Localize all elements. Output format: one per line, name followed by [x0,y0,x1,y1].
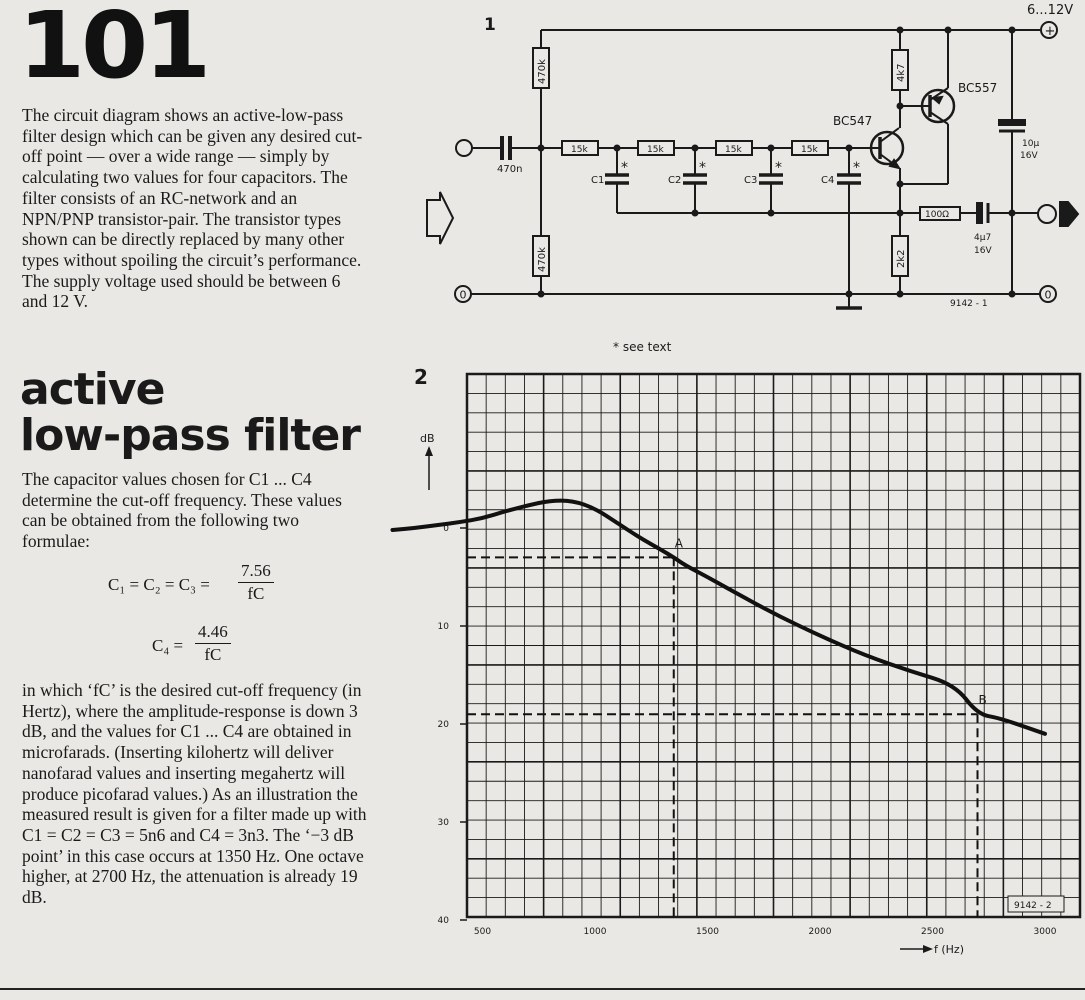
figure-1-code: 9142 - 1 [950,299,988,309]
c-10u-value: 10µ [1022,139,1040,149]
r3-label: 15k [725,145,742,155]
formula-intro-paragraph: The capacitor values chosen for C1 ... C4 determine the cut-off frequency. These values can be obtained from the following two formulae: [22,469,342,552]
x-tick-label: 1000 [583,927,607,937]
x-tick-label: 2500 [921,927,944,937]
figure-2-code: 9142 - 2 [1014,901,1052,911]
c1-star: * [621,160,628,176]
y-axis-label: dB [420,432,435,445]
y-tick-label: 10 [437,622,449,632]
x-tick-label: 1500 [696,927,719,937]
r-100-label: 100Ω [925,210,950,220]
y-tick-label: 40 [437,916,449,926]
response-line [393,501,1046,734]
y-tick-labels [438,524,467,926]
formula-2-denominator: fC [204,645,222,664]
r1-label: 15k [571,145,588,155]
figure-2-number: 2 [414,365,428,389]
title-line-2: low-pass filter [20,410,360,461]
q1-label: BC547 [833,114,873,128]
c-4u7-value: 4µ7 [974,233,992,243]
title-line-1: active [20,364,165,415]
r-2k2-label: 2k2 [896,249,907,268]
c4-star: * [853,160,860,176]
formula-1-lhs: C₁ = C₂ = C₃ = [108,575,210,594]
c1-label: C1 [591,175,605,186]
x-tick-label: 3000 [1033,927,1057,937]
r4-label: 15k [801,145,818,155]
intro-paragraph: The circuit diagram shows an active-low-pass filter design which can be given any desired cut-off point — over a wide range — simply by calculating two values for four capacitors. The filter consists of an RC-network and an NPN/PNP transistor-pair. The transistor types shown can be directly replaced by many other types without spoiling the circuit’s performance. The supply voltage used should be between 6 and 12 V. [22,105,363,312]
response-curve [393,501,1046,734]
formula-2-numerator: 4.46 [195,622,231,644]
article-number: 101 [18,0,208,99]
c3-star: * [775,160,782,176]
formula-2-lhs: C₄ = [152,636,184,655]
c2-star: * [699,160,706,176]
see-text-note: * see text [613,340,672,354]
x-tick-label: 2000 [808,927,832,937]
annotations [467,536,987,917]
r2-label: 15k [647,145,664,155]
x-axis-label: f (Hz) [934,943,964,956]
explanation-paragraph: in which ‘fC’ is the desired cut-off frequency (in Hertz), where the amplitude-response is down 3 dB, and the values for C1 ... C4 are obtained in microfarads. (Inserting kilohertz will deliver nanofarad values and inserting megahertz will produce picofarad values.) As an illustration the measured result is given for a filter made up with C1 = C2 = C3 = 5n6 and C4 = 3n3. The ‘−3 dB point’ in this case occurs at 1350 Hz. One octave higher, at 2700 Hz, the attenuation is already 19 dB. [22,680,367,908]
r-470k-top-label: 470k [537,59,548,84]
plus-sign: + [1044,24,1056,39]
c2-label: C2 [668,175,682,186]
c3-label: C3 [744,175,758,186]
chart-grid [467,374,1080,917]
y-tick-label: 20 [437,720,449,730]
annotation-b-label: B [978,693,987,708]
y-axis-arrowhead [425,446,433,456]
figure-1-number: 1 [484,15,496,35]
cin-label: 470n [497,164,523,175]
c-10u-voltage: 16V [1020,151,1038,161]
annotation-a-label: A [674,536,683,551]
r-470k-bottom-label: 470k [537,247,548,272]
zero-left: 0 [459,288,467,302]
x-axis-arrowhead [923,945,933,953]
x-tick-label: 500 [473,927,492,937]
c-4u7-voltage: 16V [974,246,992,256]
formula-1-denominator: fC [247,584,265,603]
r-4k7-label: 4k7 [896,63,907,82]
zero-right: 0 [1044,288,1052,302]
x-tick-labels [474,927,1057,937]
supply-voltage-label: 6...12V [1027,3,1074,18]
q2-label: BC557 [958,81,998,95]
y-tick-label: 30 [437,818,449,828]
y-tick-label: 0 [443,524,449,534]
formula-1-numerator: 7.56 [238,561,274,583]
c4-label: C4 [821,175,835,186]
